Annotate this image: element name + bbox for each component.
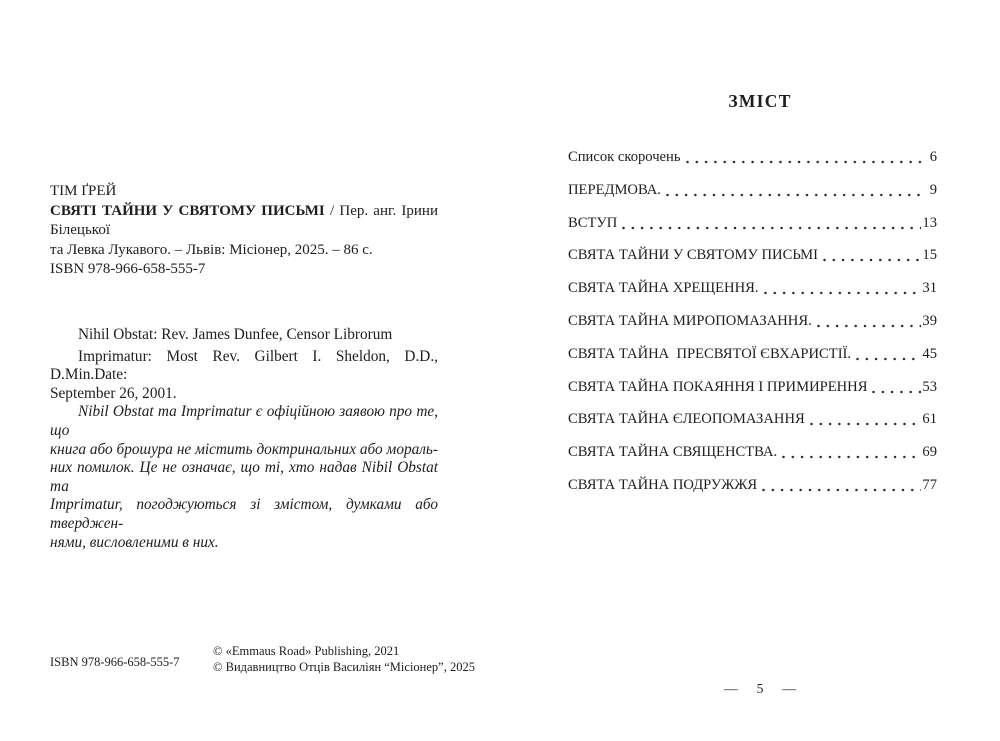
toc-entry-label: СВЯТА ТАЙНА ПОДРУЖЖЯ (568, 476, 758, 493)
toc-entry-page: 45 (922, 345, 937, 362)
folio-left-dash: — (724, 681, 738, 696)
toc-entry-label: ВСТУП (568, 214, 618, 231)
toc-entry (568, 412, 937, 427)
page-number-folio (520, 681, 1000, 697)
copyright-line-misioner: © Видавництво Отців Василіян “Місіонер”, 2025 (213, 660, 475, 674)
folio-number: 5 (756, 681, 764, 696)
toc-entry (568, 445, 937, 460)
toc-entry-label: СВЯТА ТАЙНА ПРЕСВЯТОЇ ЄВХАРИСТІЇ. (568, 345, 852, 362)
toc-entry-label: СВЯТА ТАЙНА МИРОПОМАЗАННЯ. (568, 312, 812, 329)
toc-entry-page: 69 (922, 444, 937, 461)
toc-entry (568, 281, 937, 296)
table-of-contents (568, 150, 937, 511)
imprint-block (50, 182, 438, 280)
imprimatur-line-1: Imprimatur: Most Rev. Gilbert I. Sheldon, D.D., D.Min.Date: (50, 347, 438, 384)
toc-entry (568, 248, 937, 263)
toc-entry (568, 216, 937, 231)
toc-entry-label: СВЯТА ТАЙНА ПОКАЯННЯ І ПРИМИРЕННЯ (568, 378, 868, 395)
toc-entry-label: СВЯТА ТАЙНИ У СВЯТОМУ ПИСЬМІ (568, 247, 818, 264)
title-line (50, 202, 438, 241)
toc-entry-label: ПЕРЕДМОВА. (568, 181, 661, 198)
censor-note-line: них помилок. Це не означає, що ті, хто надав Nibil Obstat та (50, 459, 438, 495)
dot-leader (856, 357, 921, 361)
toc-entry (568, 478, 937, 493)
toc-entry-page: 61 (922, 411, 937, 428)
toc-entry (568, 380, 937, 395)
censor-note-line: нями, висловленими в них. (50, 533, 219, 551)
toc-entry-page: 77 (922, 476, 937, 493)
toc-entry-page: 9 (929, 181, 937, 198)
imprimatur-line-2: September 26, 2001. (50, 384, 177, 402)
dot-leader (810, 422, 922, 426)
toc-entry-label: Список скорочень (568, 149, 681, 165)
censor-note-paragraph (50, 403, 438, 552)
censor-note-line: книга або брошура не містить доктринальних або мораль- (50, 440, 438, 458)
toc-entry-page: 53 (922, 378, 937, 395)
censor-block (50, 326, 438, 552)
toc-entry (568, 314, 937, 329)
toc-entry (568, 150, 937, 165)
title-translators: / Пер. анг. Ірини Білецької (50, 202, 438, 238)
imprimatur-paragraph (50, 348, 438, 404)
toc-entry (568, 347, 937, 362)
copyright-line-emmaus: © «Emmaus Road» Publishing, 2021 (213, 644, 400, 658)
censor-note-line: Imprimatur, погоджуються зі змістом, думками або тверджен- (50, 496, 438, 532)
dot-leader (764, 291, 922, 295)
dot-leader (823, 258, 921, 262)
toc-heading: ЗМІСТ (728, 91, 792, 111)
dot-leader (622, 226, 921, 230)
toc-entry-page: 39 (922, 312, 937, 329)
folio-right-dash: — (782, 681, 796, 696)
toc-entry-label: СВЯТА ТАЙНА ХРЕЩЕННЯ. (568, 280, 759, 297)
toc-entry-page: 15 (922, 247, 937, 264)
copyright-block (213, 643, 475, 675)
dot-leader (872, 390, 921, 394)
isbn-line: ISBN 978-966-658-555-7 (50, 261, 206, 277)
dot-leader (817, 324, 922, 328)
toc-entry-page: 31 (922, 280, 937, 297)
toc-entry-label: СВЯТА ТАЙНА ЄЛЕОПОМАЗАННЯ (568, 411, 805, 428)
censor-note-line: Nibil Obstat та Imprimatur є офіційною заявою про те, що (50, 403, 438, 439)
toc-entry (568, 183, 937, 198)
dot-leader (686, 160, 923, 164)
dot-leader (762, 488, 921, 492)
toc-entry-page: 6 (929, 149, 937, 165)
toc-entry-page: 13 (922, 214, 937, 231)
author-line: ТІМ ҐРЕЙ (50, 183, 117, 199)
toc-heading-wrap (520, 91, 1000, 112)
toc-entry-label: СВЯТА ТАЙНА СВЯЩЕНСТВА. (568, 444, 778, 461)
nihil-obstat-line: Nihil Obstat: Rev. James Dunfee, Censor Librorum (78, 326, 393, 343)
dot-leader (782, 455, 921, 459)
book-title: СВЯТІ ТАЙНИ У СВЯТОМУ ПИСЬМІ (50, 202, 325, 219)
footer-isbn: ISBN 978-966-658-555-7 (50, 655, 180, 669)
dot-leader (666, 193, 922, 197)
imprint-line: та Левка Лукавого. – Львів: Місіонер, 2025. – 86 с. (50, 241, 373, 258)
